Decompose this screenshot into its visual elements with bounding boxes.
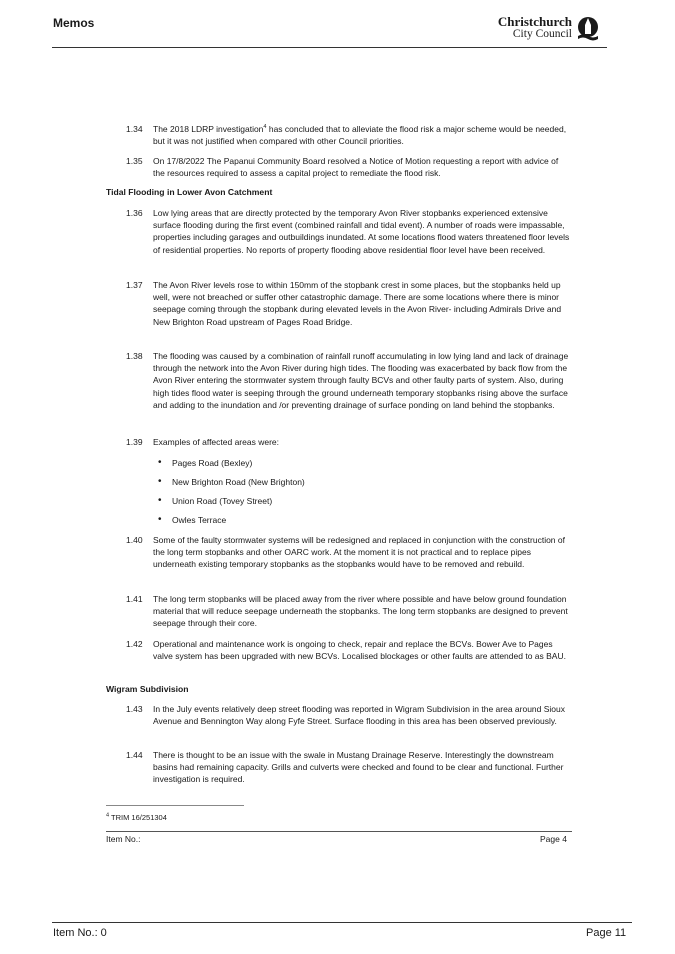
paragraph-1-37 [126,279,571,328]
bullet-item: • Union Road (Tovey Street) [172,496,272,506]
logo-line2: City Council [512,28,572,40]
paragraph-1-42 [126,638,571,662]
paragraph-1-41 [126,593,571,630]
bullet-item: • Pages Road (Bexley) [172,458,252,468]
paragraph-number: 1.39 [126,437,143,447]
paragraph-text: Operational and maintenance work is ongoing to check, repair and replace the BCVs. Bower Ave to Pages valve system has been upgraded with new BCVs. Localised blockages or other faults are attended to as BAU. [153,639,566,662]
paragraph-1-36 [126,207,571,256]
paragraph-1-39 [126,436,571,448]
footer-divider [52,922,632,923]
paragraph-text: There is thought to be an issue with the swale in Mustang Drainage Reserve. Interestingly the downstream basins had remaining capacity. Grills and culverts were checked and found to be clear and functional. Further investigation is required. [153,750,564,785]
paragraph-text: The flooding was caused by a combination of rainfall runoff accumulating in low lying land and lack of drainage through the network into the Avon River during high tides. The flooding was exacerbated by back flow from the Avon River entering the stormwater system through faulty BCVs and other faulty parts of system. Also, during high tides flood water is seeping through the ground underneath temporary stopbanks rising above the surface and adding to the inundation and /or preventing drainage of surface ponding on land behind the stopbanks. [153,351,569,410]
footnote-ref: 4 [263,124,267,131]
footnote-divider [106,805,244,806]
paragraph-number: 1.42 [126,639,143,649]
council-logo [490,16,600,46]
paragraph-1-43 [126,703,571,727]
paragraph-number: 1.34 [126,124,143,134]
memo-header-title: Memos [53,16,95,30]
paragraph-number: 1.36 [126,208,143,218]
paragraph-number: 1.40 [126,535,143,545]
footer-item-no: Item No.: 0 [53,927,107,939]
footer-page-number: Page 11 [586,927,627,939]
footnote: $^4$ TRIM 16/251304 [106,812,167,822]
paragraph-text: The long term stopbanks will be placed away from the river where possible and have below ground foundation material that will reduce seepage underneath the stopbanks. The long term stopbanks are designed to prevent seepage through their core. [153,594,568,629]
bullet-item: • Owles Terrace [172,515,226,525]
section-heading-wigram: Wigram Subdivision [106,684,189,694]
paragraph-number: 1.38 [126,351,143,361]
paragraph-text: The 2018 LDRP investigation$^4$ has concluded that to alleviate the flood risk a major scheme would be needed, but it was not justified when compared with other Council priorities. [153,124,567,147]
paragraph-1-40 [126,534,571,571]
paragraph-text: Some of the faulty stormwater systems will be redesigned and replaced in conjunction with the construction of the long term stopbanks and other OARC work. At the moment it is not practical and to replace pipes underneath existing temporary stopbanks as the stopbanks would have to be removed and rebuild. [153,535,565,570]
inner-footer-item-no: Item No.: [106,834,141,844]
inner-footer-divider [106,831,572,832]
paragraph-1-34 [126,123,571,147]
paragraph-number: 1.44 [126,750,143,760]
paragraph-number: 1.37 [126,280,143,290]
bullet-item: • New Brighton Road (New Brighton) [172,477,305,487]
logo-line1: Christchurch [497,14,572,29]
paragraph-text: On 17/8/2022 The Papanui Community Board resolved a Notice of Motion requesting a report with advice of the resources required to assess a capital project to remediate the flood risk. [153,156,559,179]
paragraph-1-38 [126,350,571,411]
section-heading-tidal: Tidal Flooding in Lower Avon Catchment [106,187,273,197]
paragraph-number: 1.35 [126,156,143,166]
inner-footer-page: Page 4 [540,834,567,844]
paragraph-text: The Avon River levels rose to within 150mm of the stopbank crest in some places, but the stopbanks held up well, were not breached or suffer other catastrophic damage. There are some locations where there is minor seepage coming through the stopbank during elevated levels in the Avon River- including Admirals Drive and New Brighton Road upstream of Pages Road Bridge. [153,280,562,327]
paragraph-1-44 [126,749,571,786]
paragraph-number: 1.41 [126,594,143,604]
paragraph-text: Low lying areas that are directly protected by the temporary Avon River stopbanks experienced extensive surface flooding during the first event (combined rainfall and tidal event). A number of roads were impassable, properties including garages and outbuildings inundated. At some locations flood waters threatened floor levels of residential properties. No reports of property flooding above residential floor level have been received. [153,208,570,255]
paragraph-text: In the July events relatively deep street flooding was reported in Wigram Subdivision in the area around Sioux Avenue and Bennington Way along Fyfe Street. Surface flooding in this area has been observed previously. [153,704,566,727]
paragraph-1-35 [126,155,571,179]
cathedral-icon [576,16,600,42]
header-divider [52,47,607,48]
paragraph-number: 1.43 [126,704,143,714]
paragraph-text: Examples of affected areas were: [153,437,279,447]
